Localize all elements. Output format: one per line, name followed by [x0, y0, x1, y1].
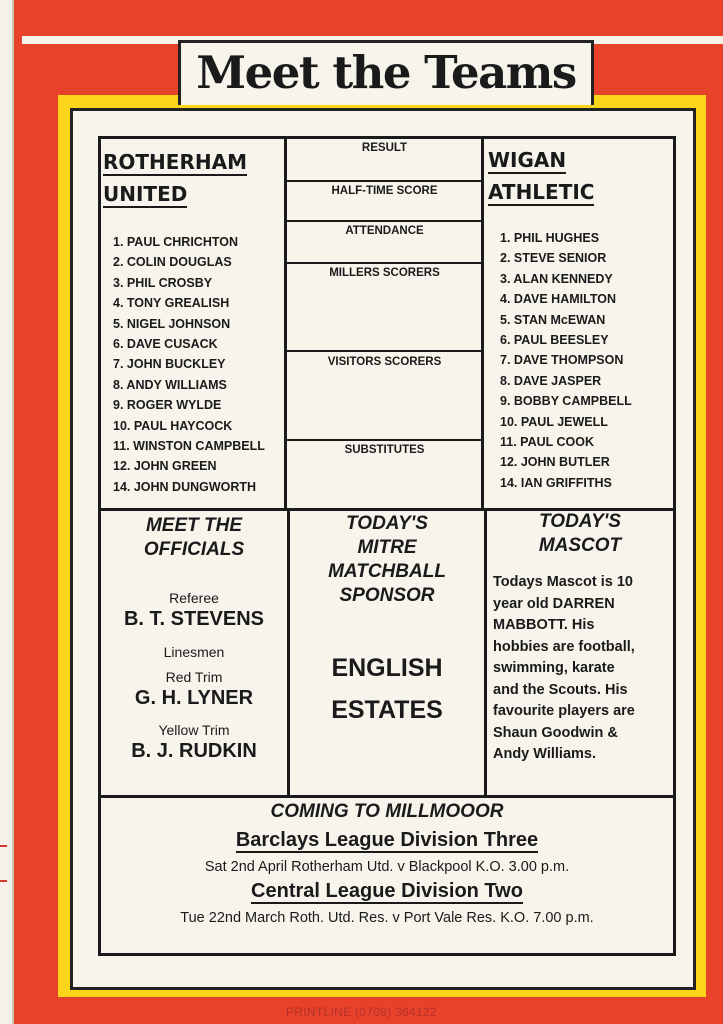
millers-line	[286, 350, 482, 352]
away-player: 12. JOHN BUTLER	[500, 455, 610, 470]
home-player: 11. WINSTON CAMPBELL	[113, 438, 265, 453]
sponsor-heading	[290, 512, 484, 608]
mascot-heading-line1: TODAY'S	[539, 511, 621, 532]
away-player: 4. DAVE HAMILTON	[500, 292, 616, 307]
league2-heading	[101, 880, 673, 903]
league2-title: Central League Division Two	[251, 880, 523, 902]
home-player: 12. JOHN GREEN	[113, 459, 217, 474]
attendance-label: ATTENDANCE	[345, 225, 424, 237]
page-edge	[0, 0, 14, 1024]
half-time-label: HALF-TIME SCORE	[331, 185, 438, 197]
home-squad-list	[113, 232, 265, 497]
away-player: 11. PAUL COOK	[500, 434, 595, 449]
sponsor-name-line1: ENGLISH	[331, 654, 443, 682]
mascot-heading-line2: MASCOT	[538, 535, 622, 556]
divider-left	[284, 138, 287, 511]
home-player: 8. ANDY WILLIAMS	[113, 377, 227, 392]
home-player: 1. PAUL CHRICHTON	[113, 235, 239, 249]
home-team-name-line2: UNITED	[103, 182, 188, 206]
sponsor-heading-line4: SPONSOR	[339, 585, 435, 606]
away-player: 5. STAN McEWAN	[500, 312, 606, 327]
half-time-line	[286, 220, 482, 222]
page-title: Meet the Teams	[196, 46, 576, 99]
divider-right	[481, 138, 484, 511]
home-player: 4. TONY GREALISH	[113, 296, 230, 311]
away-player: 6. PAUL BEESLEY	[500, 332, 609, 347]
divider-coming	[101, 795, 673, 798]
sponsor-heading-line1: TODAY'S	[346, 513, 428, 534]
printline-credit: PRINTLINE (0709) 364122	[286, 1005, 437, 1019]
fixture1: Sat 2nd April Rotherham Utd. v Blackpool K.O. 3.00 p.m.	[204, 859, 570, 875]
home-player: 3. PHIL CROSBY	[113, 275, 213, 290]
league1-title: Barclays League Division Three	[235, 829, 539, 851]
linesmen-label: Linesmen	[163, 644, 225, 660]
away-team-name-line1: WIGAN	[488, 148, 567, 172]
sponsor-name-line2: ESTATES	[331, 696, 443, 724]
red-trim-label: Red Trim	[165, 669, 223, 685]
sponsor-heading-line2: MITRE	[357, 537, 417, 558]
home-team-name-line1: ROTHERHAM	[103, 150, 247, 174]
mascot-line: Andy Williams.	[493, 746, 597, 762]
home-player: 6. DAVE CUSACK	[113, 336, 218, 351]
mascot-description	[493, 572, 671, 766]
officials-heading-line2: OFFICIALS	[143, 539, 245, 560]
page-edge-mark	[0, 845, 7, 847]
league1-heading	[101, 829, 673, 852]
away-player: 7. DAVE THOMPSON	[500, 353, 624, 368]
mascot-line: MABBOTT. His	[493, 617, 595, 633]
mascot-line: swimming, karate	[493, 660, 615, 676]
coming-heading: COMING TO MILLMOOOR	[270, 801, 504, 822]
home-player: 2. COLIN DOUGLAS	[113, 255, 232, 270]
home-player: 7. JOHN BUCKLEY	[113, 357, 226, 372]
visitors-scorers-label: VISITORS SCORERS	[327, 356, 442, 368]
mascot-line: and the Scouts. His	[493, 681, 628, 698]
away-team-name-line2: ATHLETIC	[488, 180, 595, 204]
sponsor-heading-line3: MATCHBALL	[328, 561, 446, 582]
mascot-line: hobbies are football,	[493, 638, 635, 655]
result-label: RESULT	[361, 142, 408, 154]
page-edge-mark	[0, 880, 7, 882]
home-player: 5. NIGEL JOHNSON	[113, 316, 231, 331]
away-player: 1. PHIL HUGHES	[500, 231, 600, 245]
away-player: 2. STEVE SENIOR	[500, 251, 607, 266]
away-player: 8. DAVE JASPER	[500, 373, 602, 388]
yellow-trim-label: Yellow Trim	[158, 722, 230, 738]
result-line	[286, 180, 482, 182]
home-player: 10. PAUL HAYCOCK	[113, 418, 233, 433]
title-banner	[178, 40, 594, 105]
millers-scorers-label: MILLERS SCORERS	[329, 267, 440, 279]
sponsor-name	[290, 647, 484, 731]
yellow-trim-linesman: B. J. RUDKIN	[131, 740, 257, 762]
substitutes-label: SUBSTITUTES	[344, 444, 425, 456]
home-player: 14. JOHN DUNGWORTH	[113, 479, 257, 494]
away-team-name	[488, 144, 594, 208]
mascot-line: Shaun Goodwin &	[493, 724, 618, 741]
visitors-line	[286, 439, 482, 441]
away-squad-list	[500, 228, 632, 493]
fixture2: Tue 22nd March Roth. Utd. Res. v Port Vale Res. K.O. 7.00 p.m.	[180, 910, 594, 926]
officials-heading-line1: MEET THE	[145, 515, 243, 536]
mascot-heading	[487, 510, 673, 558]
away-player: 3. ALAN KENNEDY	[500, 271, 613, 286]
home-player: 9. ROGER WYLDE	[113, 398, 222, 413]
mascot-line: favourite players are	[493, 703, 635, 719]
officials-heading	[101, 514, 287, 562]
referee-label: Referee	[169, 590, 219, 606]
home-team-name	[103, 146, 247, 210]
referee-name: B. T. STEVENS	[123, 608, 265, 630]
away-player: 14. IAN GRIFFITHS	[500, 475, 612, 490]
away-player: 10. PAUL JEWELL	[500, 414, 608, 429]
attendance-line	[286, 262, 482, 264]
mascot-line: Todays Mascot is 10	[493, 574, 633, 590]
away-player: 9. BOBBY CAMPBELL	[500, 394, 632, 409]
mascot-line: year old DARREN	[493, 595, 615, 612]
red-trim-linesman: G. H. LYNER	[134, 687, 254, 709]
